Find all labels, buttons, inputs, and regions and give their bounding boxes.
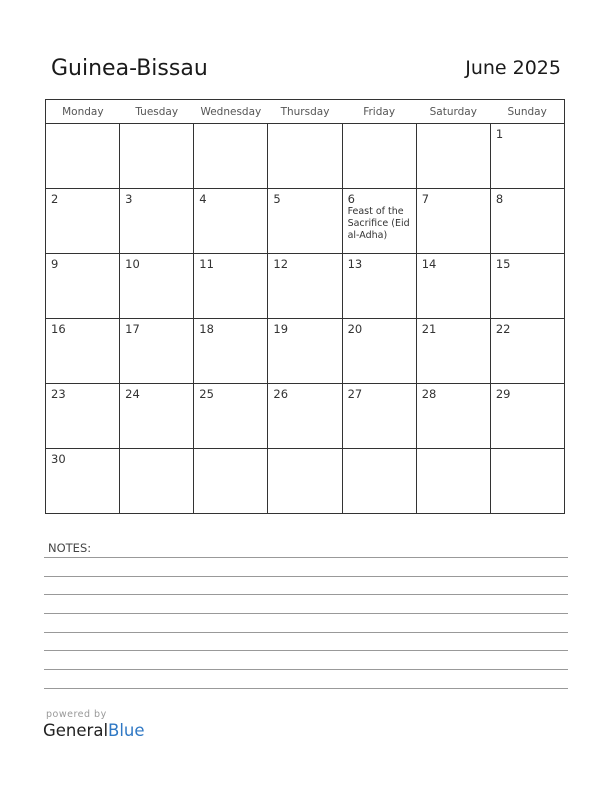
day-cell (194, 449, 268, 514)
brand-general: General (43, 721, 109, 740)
day-cell (46, 449, 120, 514)
day-cell (194, 319, 268, 384)
day-cell (194, 254, 268, 319)
day-cell (268, 384, 342, 449)
day-cell (194, 384, 268, 449)
day-number: 14 (421, 257, 437, 271)
day-cell (342, 449, 416, 514)
note-line (44, 650, 568, 651)
weekday-header: Wednesday (194, 100, 268, 124)
brand-blue: Blue (108, 721, 145, 740)
day-number: 18 (199, 322, 214, 336)
day-number: 19 (273, 322, 289, 336)
note-line (44, 669, 568, 670)
day-cell (46, 189, 120, 254)
day-number: 15 (495, 257, 511, 271)
day-number: 5 (273, 192, 281, 206)
day-number: 9 (51, 257, 59, 271)
day-number: 6 (347, 192, 355, 206)
day-number: 12 (273, 257, 289, 271)
day-number: 16 (51, 322, 66, 336)
week-row (46, 384, 565, 449)
day-number: 20 (347, 322, 363, 336)
weekday-header: Tuesday (120, 100, 194, 124)
day-cell (416, 449, 490, 514)
week-row (46, 319, 565, 384)
day-cell (46, 124, 120, 189)
day-cell (268, 449, 342, 514)
day-cell (342, 319, 416, 384)
day-cell (416, 319, 490, 384)
day-cell (120, 384, 194, 449)
day-number: 3 (125, 192, 133, 206)
weekday-header: Monday (46, 100, 120, 124)
day-cell (490, 384, 564, 449)
notes-label: NOTES: (48, 541, 92, 555)
day-cell (46, 384, 120, 449)
day-cell (120, 319, 194, 384)
day-number: 21 (421, 322, 437, 336)
day-cell (120, 189, 194, 254)
day-number: 27 (347, 387, 363, 401)
day-cell (342, 254, 416, 319)
day-number: 24 (125, 387, 140, 401)
month-year-label: June 2025 (465, 57, 561, 79)
week-row (46, 449, 565, 514)
day-cell (416, 384, 490, 449)
week-row (46, 254, 565, 319)
day-number: 4 (199, 192, 207, 206)
week-row (46, 124, 565, 189)
day-cell (490, 449, 564, 514)
day-cell (490, 124, 564, 189)
holiday-label: Feast of the Sacrifice (Eid al-Adha) (347, 206, 410, 241)
day-cell (490, 254, 564, 319)
day-number: 26 (273, 387, 289, 401)
day-cell (46, 319, 120, 384)
note-line (44, 576, 568, 577)
day-cell (268, 189, 342, 254)
day-cell (46, 254, 120, 319)
day-cell (416, 124, 490, 189)
day-cell (342, 189, 416, 254)
weekday-header: Thursday (268, 100, 342, 124)
note-line (44, 632, 568, 633)
day-number: 28 (421, 387, 437, 401)
day-number: 1 (495, 127, 504, 141)
day-number: 29 (495, 387, 511, 401)
weekday-header: Sunday (490, 100, 564, 124)
day-number: 8 (495, 192, 504, 206)
day-cell (194, 124, 268, 189)
note-line (44, 613, 568, 614)
day-cell (120, 449, 194, 514)
day-cell (416, 254, 490, 319)
day-cell (194, 189, 268, 254)
day-cell (268, 319, 342, 384)
day-cell (342, 124, 416, 189)
day-number: 11 (199, 257, 214, 271)
day-cell (416, 189, 490, 254)
day-cell (490, 319, 564, 384)
day-cell (268, 124, 342, 189)
day-number: 25 (199, 387, 214, 401)
day-number: 2 (51, 192, 59, 206)
calendar-grid (45, 99, 565, 514)
weekday-header: Saturday (416, 100, 490, 124)
day-cell (490, 189, 564, 254)
powered-by-label: powered by (46, 709, 107, 720)
week-row (46, 189, 565, 254)
page-title: Guinea-Bissau (51, 56, 208, 81)
day-number: 7 (421, 192, 430, 206)
day-number: 13 (347, 257, 363, 271)
day-cell (268, 254, 342, 319)
note-line (44, 594, 568, 595)
note-line (44, 688, 568, 689)
day-number: 23 (51, 387, 66, 401)
day-cell (120, 254, 194, 319)
day-number: 17 (125, 322, 140, 336)
day-number: 10 (125, 257, 140, 271)
note-line (44, 557, 568, 558)
day-number: 30 (51, 452, 66, 466)
brand-logo (43, 721, 145, 740)
weekday-header-row (46, 100, 565, 124)
weekday-header: Friday (342, 100, 416, 124)
day-cell (342, 384, 416, 449)
day-cell (120, 124, 194, 189)
day-number: 22 (495, 322, 511, 336)
